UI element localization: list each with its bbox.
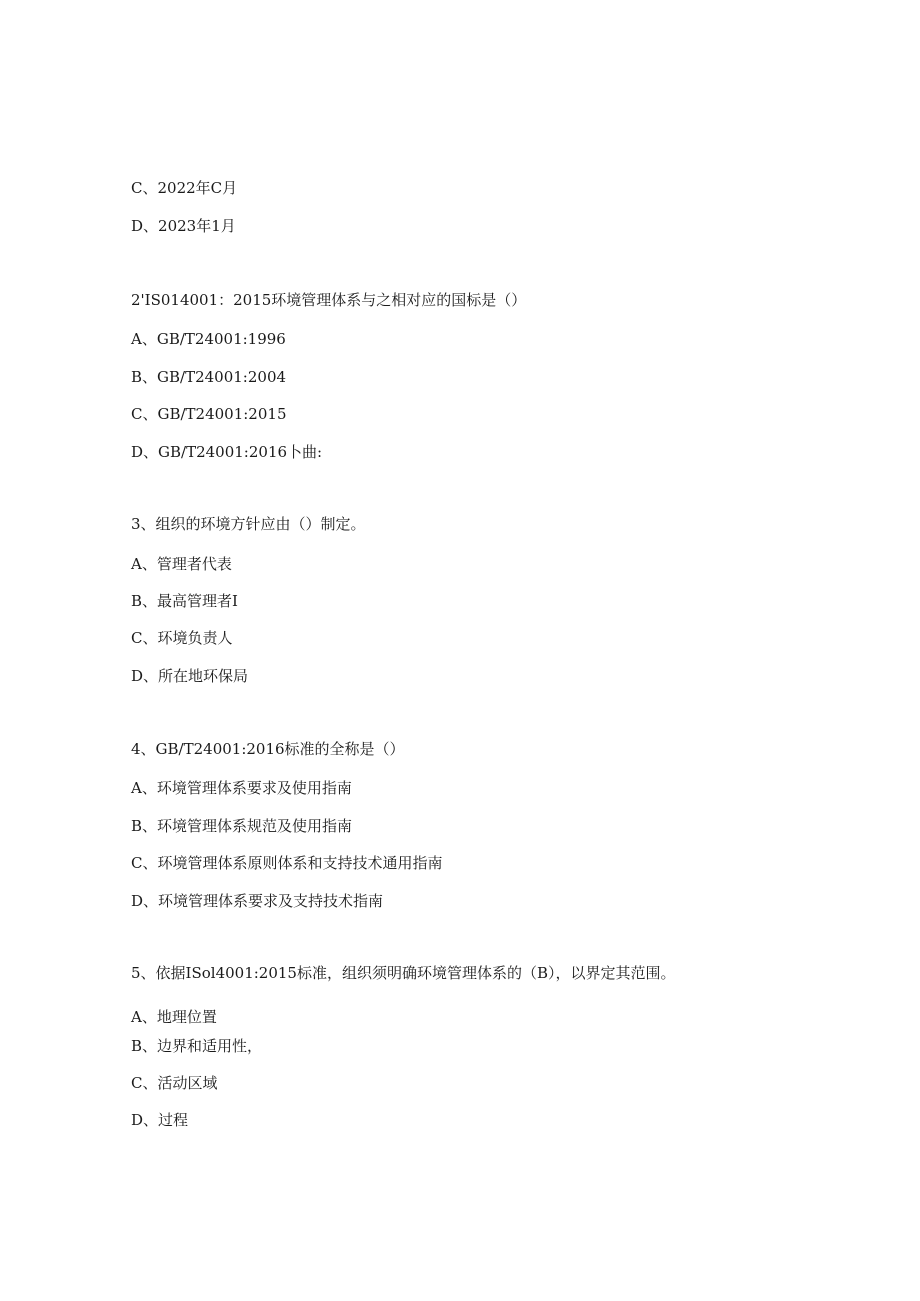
option-b-q5: B、边界和适用性， bbox=[131, 1037, 263, 1055]
question-5: 5、依据ISol4001:2015标准，组织须明确环境管理体系的（B），以界定其范围。 bbox=[131, 964, 676, 982]
option-c-q3: C、环境负责人 bbox=[131, 629, 233, 647]
question-3: 3、组织的环境方针应由（）制定。 bbox=[131, 515, 366, 533]
option-c-q4: C、环境管理体系原则体系和支持技术通用指南 bbox=[131, 854, 443, 872]
option-b-q3: B、最高管理者I bbox=[131, 592, 238, 610]
option-c-q2: C、GB/T24001:2015 bbox=[131, 405, 287, 423]
option-b-q2: B、GB/T24001:2004 bbox=[131, 368, 287, 386]
option-d-q5: D、过程 bbox=[131, 1111, 189, 1129]
option-d-q3: D、所在地环保局 bbox=[131, 667, 249, 685]
option-d-q1: D、2023年1月 bbox=[131, 217, 236, 235]
question-2: 2'IS014001：2015环境管理体系与之相对应的国标是（） bbox=[131, 291, 527, 309]
option-d-q2: D、GB/T24001:2016卜曲: bbox=[131, 443, 323, 461]
option-d-q4: D、环境管理体系要求及支持技术指南 bbox=[131, 892, 384, 910]
option-c-q5: C、活动区域 bbox=[131, 1074, 218, 1092]
question-4: 4、GB/T24001:2016标准的全称是（） bbox=[131, 740, 405, 758]
option-a-q5: A、地理位置 bbox=[131, 1008, 217, 1026]
option-a-q3: A、管理者代表 bbox=[131, 555, 232, 573]
option-c-q1: C、2022年C月 bbox=[131, 179, 238, 197]
option-b-q4: B、环境管理体系规范及使用指南 bbox=[131, 817, 353, 835]
option-a-q4: A、环境管理体系要求及使用指南 bbox=[131, 779, 352, 797]
option-a-q2: A、GB/T24001:1996 bbox=[131, 330, 286, 348]
